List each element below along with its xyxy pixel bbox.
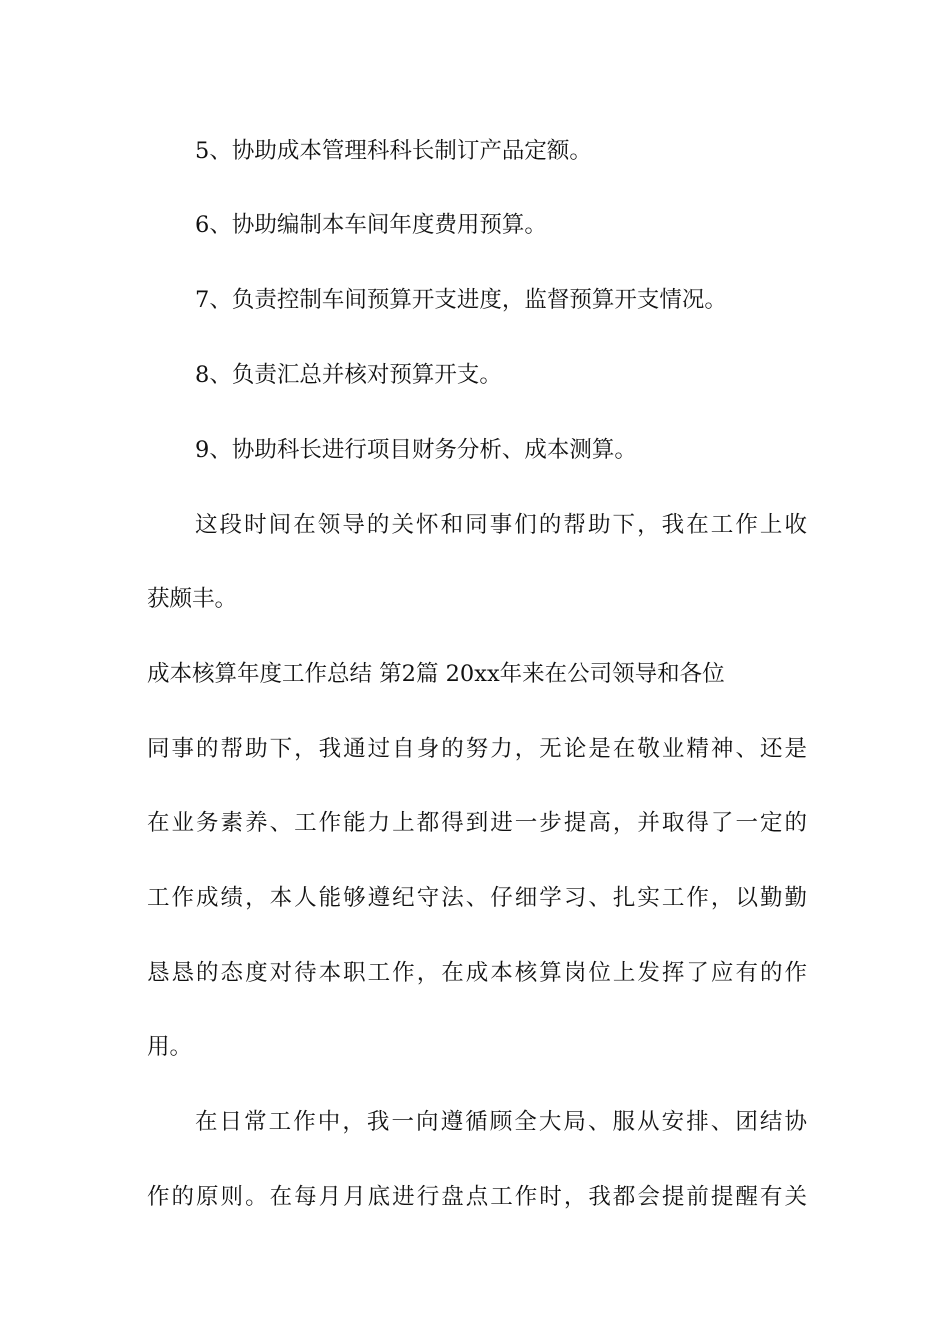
paragraph-line: 恳恳的态度对待本职工作，在成本核算岗位上发挥了应有的作 bbox=[147, 960, 807, 986]
list-item-8: 8、负责汇总并核对预算开支。 bbox=[195, 362, 502, 388]
section-heading-line bbox=[147, 654, 807, 694]
list-item-9: 9、协助科长进行项目财务分析、成本测算。 bbox=[195, 437, 637, 463]
paragraph-line: 在日常工作中，我一向遵循顾全大局、服从安排、团结协 bbox=[195, 1109, 807, 1135]
paragraph-line: 在业务素养、工作能力上都得到进一步提高，并取得了一定的 bbox=[147, 810, 807, 836]
paragraph-line: 用。 bbox=[147, 1034, 193, 1060]
list-item-5: 5、协助成本管理科科长制订产品定额。 bbox=[195, 138, 592, 164]
section-heading-text: 成本核算年度工作总结 第2篇 20xx年来在公司领导和各位 bbox=[147, 661, 725, 687]
list-item-6: 6、协助编制本车间年度费用预算。 bbox=[195, 212, 547, 238]
paragraph-line: 作的原则。在每月月底进行盘点工作时，我都会提前提醒有关 bbox=[147, 1184, 807, 1210]
paragraph-line: 这段时间在领导的关怀和同事们的帮助下，我在工作上收 bbox=[195, 512, 807, 538]
list-item-7: 7、负责控制车间预算开支进度，监督预算开支情况。 bbox=[195, 287, 727, 313]
paragraph-line: 工作成绩，本人能够遵纪守法、仔细学习、扎实工作，以勤勤 bbox=[147, 885, 807, 911]
paragraph-line: 同事的帮助下，我通过自身的努力，无论是在敬业精神、还是 bbox=[147, 736, 807, 762]
paragraph-line: 获颇丰。 bbox=[147, 586, 238, 612]
